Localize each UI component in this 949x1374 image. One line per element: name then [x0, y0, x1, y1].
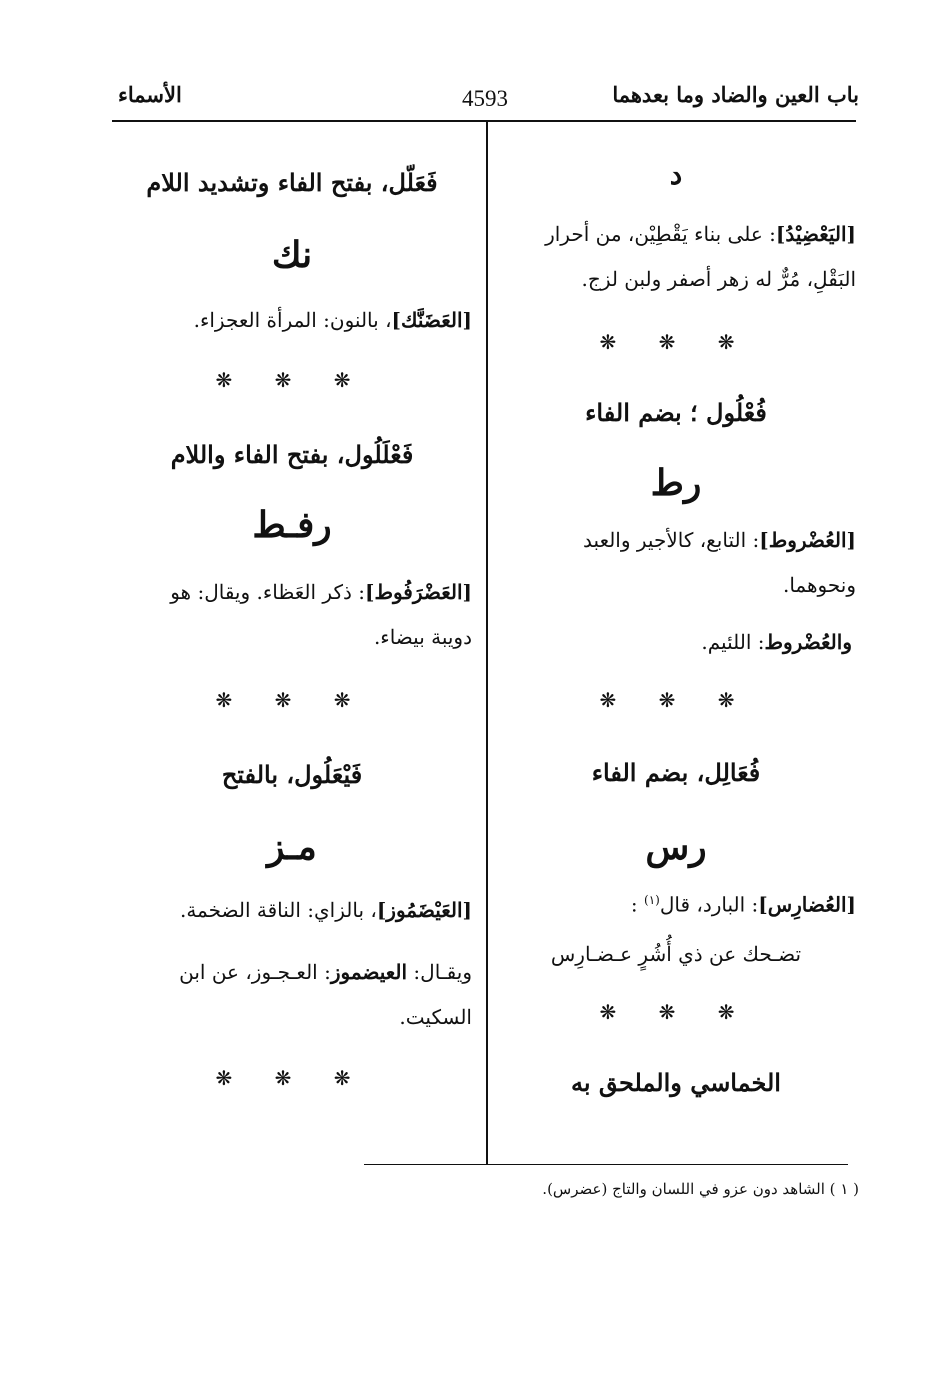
section-separator: ❋ ❋ ❋: [599, 1000, 753, 1024]
pattern-heading-fuaal: فُعَالِل، بضم الفاء: [591, 758, 761, 787]
root-heading-rft: رفـط: [252, 504, 332, 546]
entry-definition-cont: ونحوهما.: [782, 573, 856, 597]
header-rule: [112, 120, 856, 122]
pattern-heading-faall: فَعَلّل، بفتح الفاء وتشديد اللام: [146, 168, 438, 197]
entry-colon: :: [630, 892, 638, 917]
entry-udrut: [496, 518, 856, 608]
pattern-heading-faallul: فَعْلَلُول، بفتح الفاء واللام: [170, 440, 414, 469]
section-separator: ❋ ❋ ❋: [215, 688, 369, 712]
footnote: ( ١ ) الشاهد دون عزو في اللسان والتاج (عضرس).: [542, 1180, 859, 1198]
entry-definition: : ذكر العَظاء. ويقال: هو: [170, 580, 365, 604]
pattern-heading-fulul: فُعْلُول ؛ بضم الفاء: [585, 398, 767, 427]
column-divider: [486, 122, 488, 1164]
entry-definition: : العـجـوز، عن ابن: [179, 960, 331, 984]
section-heading-khumasi: الخماسي والملحق به: [571, 1068, 781, 1097]
entry-term: [العُضْروط]: [759, 528, 856, 552]
entry-udaris: [496, 878, 856, 928]
entry-aydamuz: [112, 888, 472, 933]
entry-term: والعُضْروط: [764, 630, 852, 654]
section-separator: ❋ ❋ ❋: [599, 688, 753, 712]
root-heading-nk: نك: [271, 234, 313, 276]
pattern-heading-fayalul: فَيْعَلُول، بالفتح: [221, 760, 363, 789]
entry-intro: ويقـال:: [413, 960, 472, 984]
entry-definition: : البارد، قال: [659, 892, 759, 917]
running-header-section: الأسماء: [118, 82, 182, 107]
entry-definition-cont: السكيت.: [399, 1005, 472, 1029]
entry-definition: ، بالنون: المرأة العجزاء.: [193, 308, 392, 332]
entry-definition-cont: دويبة بيضاء.: [373, 625, 472, 649]
entry-definition: : التابع، كالأجير والعبد: [583, 528, 760, 552]
section-separator: ❋ ❋ ❋: [215, 368, 369, 392]
entry-term: [اليَعْضِيْدُ]: [775, 222, 856, 246]
entry-adrafut: [112, 570, 472, 660]
entry-term: [العُضارِس]: [758, 892, 856, 917]
entry-term: العيضموز: [330, 960, 408, 984]
entry-definition: ، بالزاي: الناقة الضخمة.: [179, 898, 377, 922]
entry-term: [العَضْرَفُوط]: [365, 580, 472, 604]
root-heading-d: د: [669, 158, 683, 191]
poetry-verse: تضـحك عن ذي أُشُرٍ عـضـارِس: [550, 942, 802, 966]
entry-udrut-2: [496, 620, 856, 665]
page-number: 4593: [462, 86, 508, 111]
root-heading-mz: مـز: [267, 826, 317, 868]
entry-aydamuz-2: [112, 950, 472, 1040]
entry-yadid: [496, 212, 856, 302]
footnote-rule: [364, 1164, 848, 1165]
entry-adannak: [112, 298, 472, 343]
entry-term: [العَضَنَّك]: [391, 308, 472, 332]
entry-definition: : اللئيم.: [701, 630, 765, 654]
entry-definition: : على بناء يَقْطِيْن، من أحرار: [545, 222, 776, 246]
entry-term: [العَيْضَمُوز]: [376, 898, 472, 922]
section-separator: ❋ ❋ ❋: [215, 1066, 369, 1090]
entry-definition-cont: البَقْلِ، مُرٌّ له زهر أصفر ولبن لزج.: [581, 267, 856, 291]
root-heading-rt: رط: [650, 462, 702, 504]
running-header-chapter: باب العين والضاد وما بعدهما: [612, 82, 859, 107]
section-separator: ❋ ❋ ❋: [599, 330, 753, 354]
footnote-reference: (١): [644, 893, 660, 907]
root-heading-rs: رس: [645, 826, 707, 868]
